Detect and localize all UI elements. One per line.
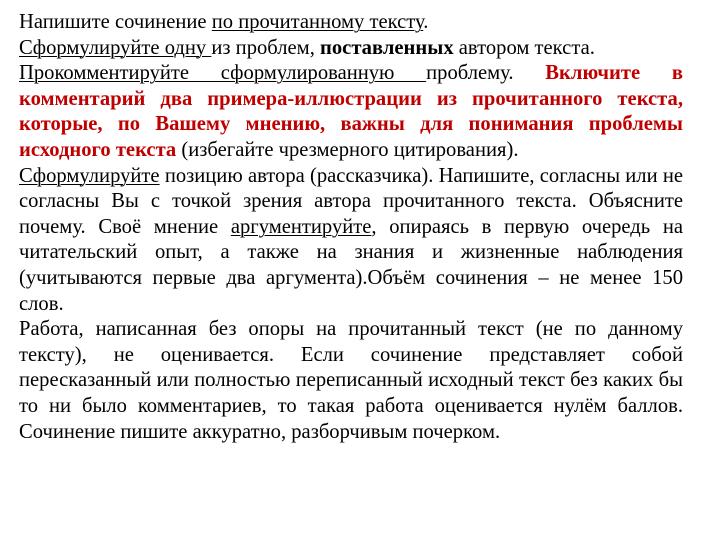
essay-instructions	[19, 10, 683, 445]
instruction-author-position	[19, 164, 683, 318]
text-segment: позицию автора (рассказчика). Напишите, согласны или не согласны Вы с точкой зрения автора прочитанного текста. Объясните почему. Своё мнение	[19, 164, 683, 238]
underlined-text: Сформулируйте одну	[19, 36, 212, 59]
text-segment: (избегайте чрезмерного цитирования).	[176, 138, 519, 161]
text-segment: проблему.	[426, 62, 546, 85]
instruction-grading-rules	[19, 317, 683, 445]
highlighted-red-text: Включите в комментарий два примера-иллюстрации из прочитанного текста, которые, по Вашему мнению, важны для понимания проблемы исходного текста	[19, 62, 683, 161]
underlined-text: Сформулируйте	[19, 164, 160, 187]
text-segment: из проблем,	[211, 36, 321, 59]
instruction-comment-problem	[19, 61, 683, 163]
underlined-text: по прочитанному тексту	[211, 11, 424, 33]
underlined-text: аргументируйте	[230, 215, 372, 238]
text-segment: , опираясь в первую очередь на читательский опыт, а также на знания и жизненные наблюдения (учитываются первые два аргумента).Объём сочинения – не менее 150 слов.	[19, 215, 683, 315]
underlined-text: Прокомментируйте сформулированную	[19, 62, 427, 85]
text-segment: автором текста.	[453, 36, 595, 59]
text-segment: Работа, написанная без опоры на прочитанный текст (не по данному тексту), не оценивается. Если сочинение представляет собой пересказанный или полностью переписанный исходный текст без каких бы то ни было комментариев, то такая работа оценивается нулём баллов. Сочинение пишите аккуратно, разборчивым почерком.	[19, 318, 683, 443]
bold-text: поставленных	[320, 36, 454, 59]
text-segment: Напишите сочинение	[19, 11, 212, 33]
text-segment: .	[423, 11, 429, 33]
instruction-formulate-problem	[19, 36, 683, 62]
instruction-write-essay	[19, 10, 683, 36]
